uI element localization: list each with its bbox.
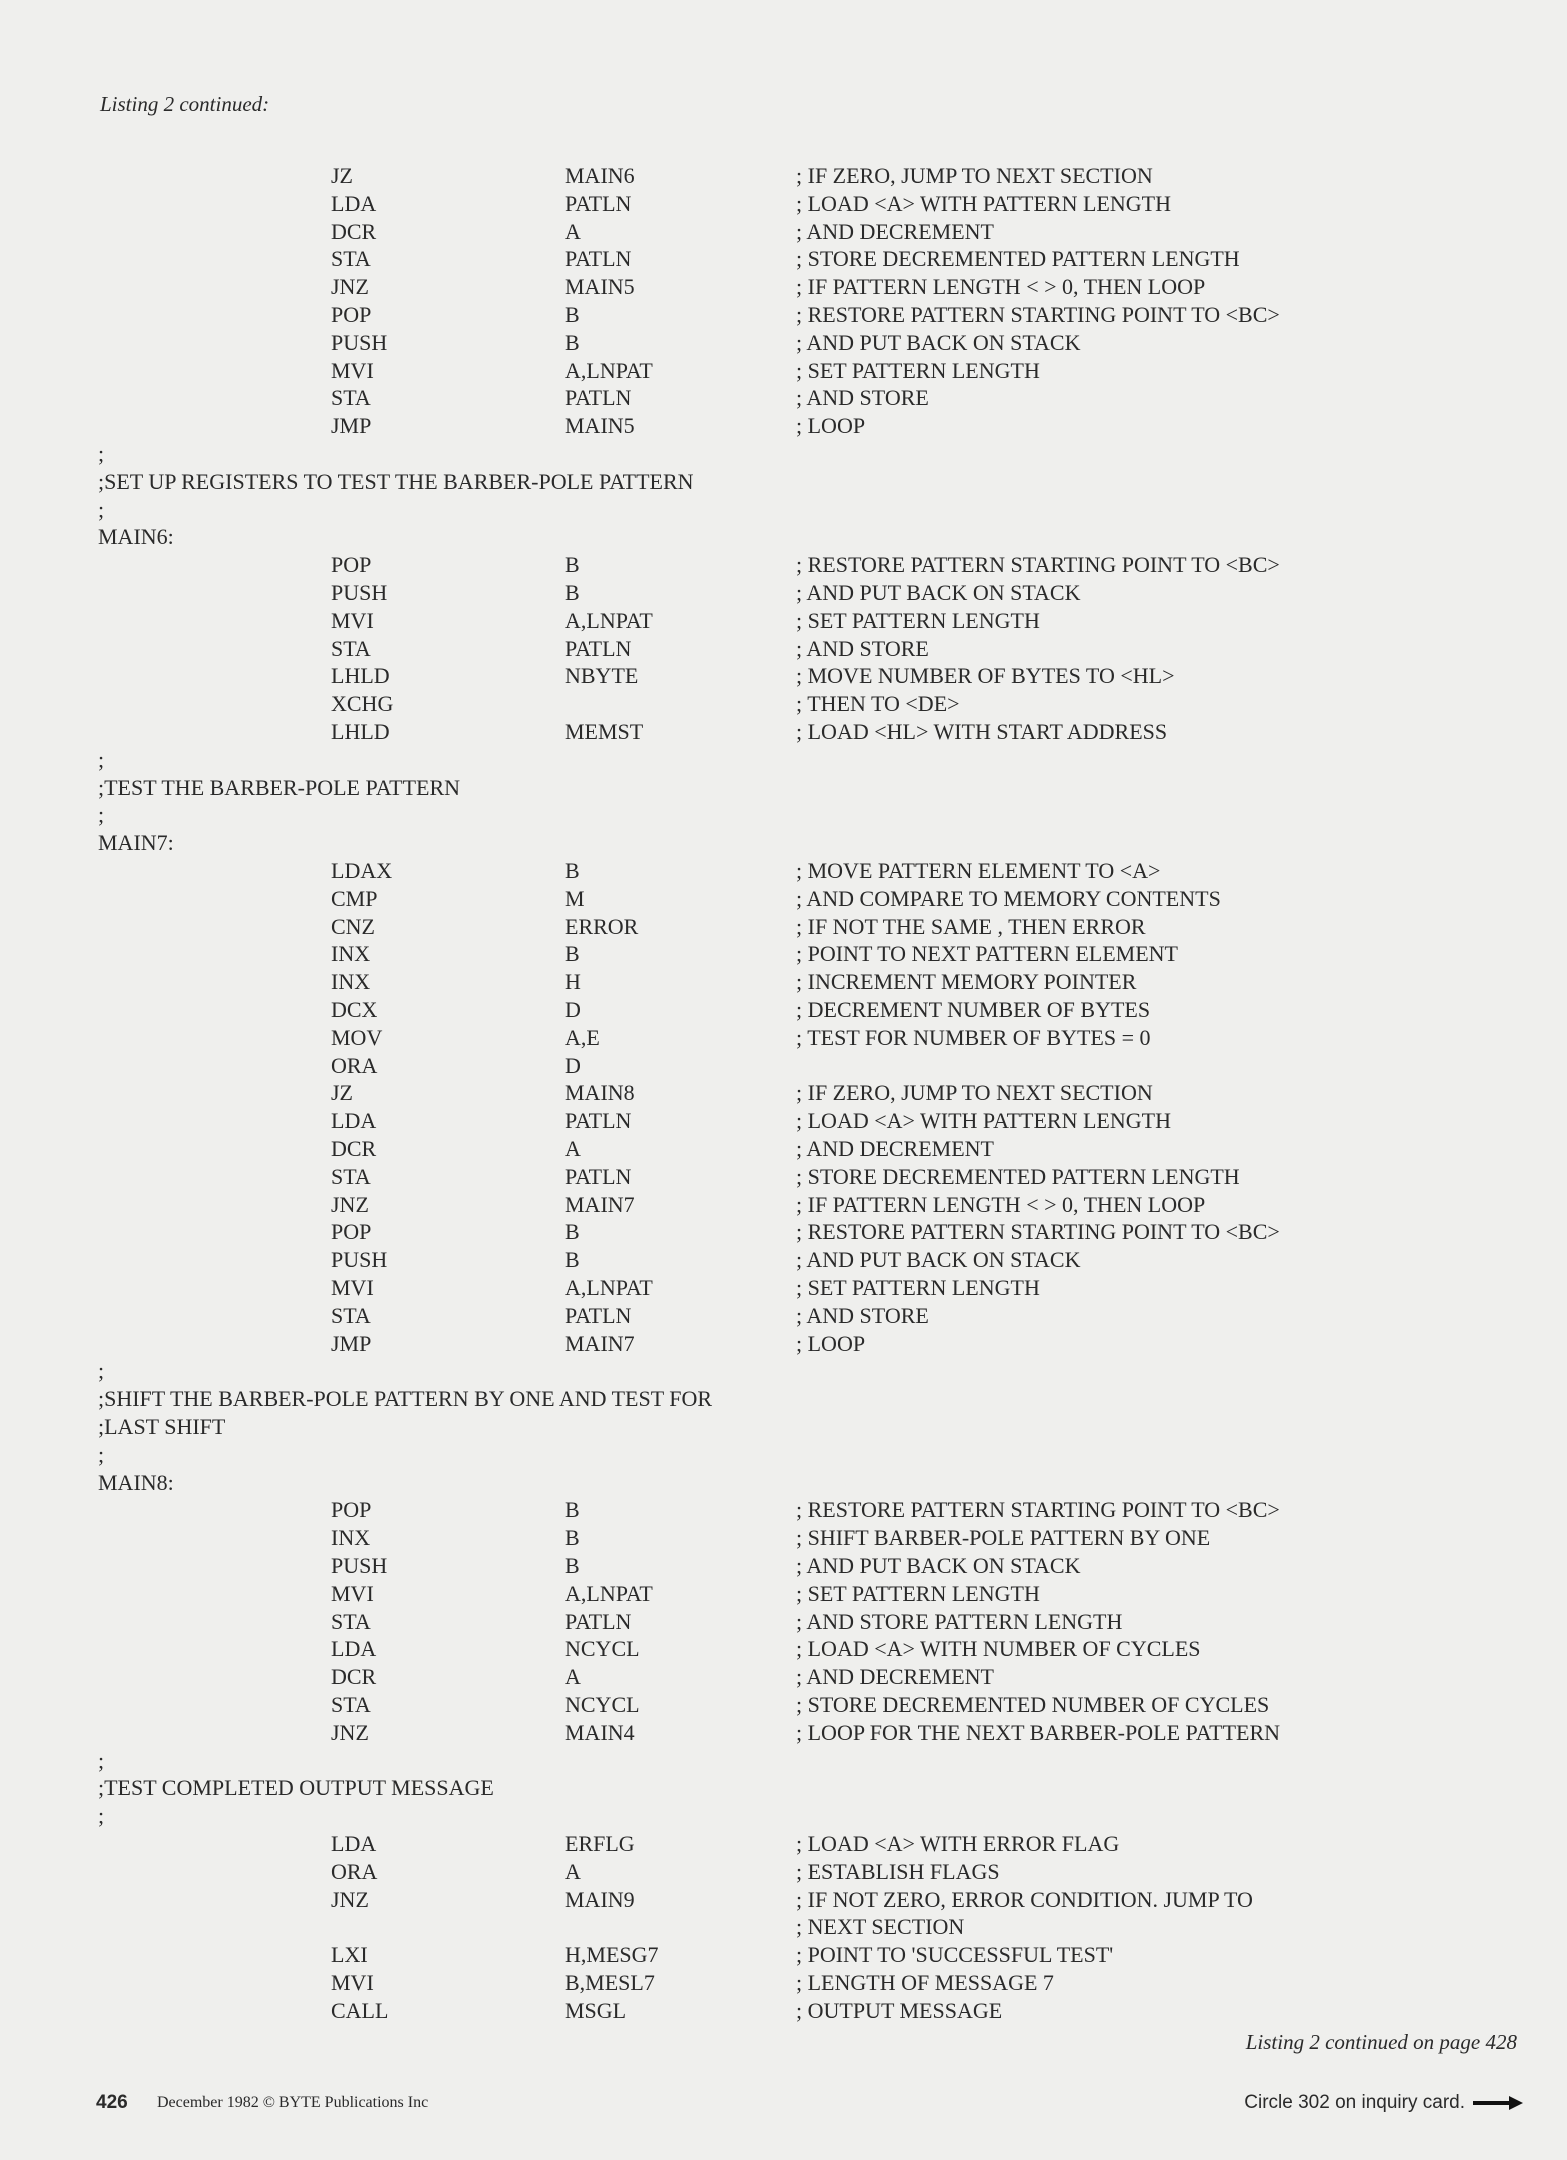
opcode: STA: [331, 246, 371, 272]
operand: NCYCL: [565, 1692, 640, 1717]
code-line: [0, 635, 1567, 663]
code-line: [0, 1858, 1567, 1886]
operand: B: [565, 580, 580, 605]
operand: B: [565, 1247, 580, 1273]
code-comment: ; SET PATTERN LENGTH: [796, 1580, 1040, 1606]
code-comment: ; STORE DECREMENTED PATTERN LENGTH: [796, 246, 1240, 272]
opcode: DCR: [331, 1136, 377, 1161]
code-comment: ; IF PATTERN LENGTH < > 0, THEN LOOP: [796, 274, 1206, 300]
code-line: [0, 1608, 1567, 1636]
opcode: CMP: [331, 885, 378, 911]
code-line: [0, 1135, 1567, 1163]
comment-line: ;: [98, 1747, 105, 1773]
opcode: MVI: [331, 607, 374, 633]
code-comment: ; OUTPUT MESSAGE: [796, 1997, 1003, 2023]
code-comment: ; AND PUT BACK ON STACK: [796, 1247, 1081, 1273]
operand: ERROR: [565, 913, 639, 939]
opcode: LXI: [331, 1942, 368, 1968]
opcode: STA: [331, 1608, 371, 1634]
code-line: [0, 1886, 1567, 1914]
listing-header: Listing 2 continued:: [100, 92, 270, 116]
code-line: [0, 1969, 1567, 1997]
code-comment: ; IF ZERO, JUMP TO NEXT SECTION: [796, 1080, 1153, 1106]
code-line: [0, 1941, 1567, 1969]
code-line: [0, 218, 1567, 246]
code-comment: ; SET PATTERN LENGTH: [796, 607, 1040, 633]
code-line: [0, 1913, 1567, 1941]
code-line: [0, 1524, 1567, 1552]
opcode: JNZ: [331, 1886, 369, 1912]
opcode: JNZ: [331, 274, 369, 300]
code-line: [0, 1691, 1567, 1719]
opcode: PUSH: [331, 580, 388, 605]
operand: MEMST: [565, 719, 644, 744]
code-line: [0, 1218, 1567, 1246]
code-comment: ; AND STORE PATTERN LENGTH: [796, 1608, 1123, 1634]
code-comment: ; LOAD <A> WITH PATTERN LENGTH: [796, 1108, 1171, 1134]
comment-line: ;TEST COMPLETED OUTPUT MESSAGE: [98, 1775, 494, 1801]
comment-line: ;: [98, 746, 105, 772]
code-line: [0, 1246, 1567, 1274]
operand: H: [565, 969, 581, 995]
comment-line: ;: [98, 1358, 105, 1384]
inquiry-text: Circle 302 on inquiry card.: [1244, 2092, 1465, 2113]
operand: MAIN8: [565, 1080, 635, 1106]
code-line: [0, 1413, 1567, 1441]
code-comment: ; AND DECREMENT: [796, 1664, 994, 1690]
code-comment: ; STORE DECREMENTED NUMBER OF CYCLES: [796, 1692, 1270, 1717]
operand: A,LNPAT: [565, 357, 653, 383]
opcode: LDA: [331, 1108, 377, 1134]
code-comment: ; AND STORE: [796, 635, 929, 661]
operand: PATLN: [565, 1608, 632, 1634]
code-line: [0, 690, 1567, 718]
opcode: STA: [331, 1302, 371, 1328]
code-comment: ; IF ZERO, JUMP TO NEXT SECTION: [796, 163, 1153, 188]
operand: H,MESG7: [565, 1942, 659, 1968]
operand: MAIN9: [565, 1886, 635, 1912]
code-line: [0, 1802, 1567, 1830]
code-comment: ; IF NOT ZERO, ERROR CONDITION. JUMP TO: [796, 1886, 1253, 1912]
operand: A: [565, 1858, 581, 1884]
comment-line: ;SHIFT THE BARBER-POLE PATTERN BY ONE AND TEST FOR: [98, 1386, 713, 1412]
code-comment: ; LOAD <HL> WITH START ADDRESS: [796, 719, 1168, 744]
operand: MSGL: [565, 1997, 627, 2023]
comment-line: ;: [98, 802, 105, 828]
code-comment: ; MOVE PATTERN ELEMENT TO <A>: [796, 858, 1161, 883]
opcode: JMP: [331, 1330, 372, 1356]
code-line: [0, 496, 1567, 524]
code-line: [0, 1496, 1567, 1524]
operand: A: [565, 1664, 581, 1690]
code-line: [0, 940, 1567, 968]
operand: PATLN: [565, 1302, 632, 1328]
opcode: STA: [331, 635, 371, 661]
opcode: CALL: [331, 1997, 389, 2023]
code-line: [0, 190, 1567, 218]
code-line: [0, 829, 1567, 857]
code-line: [0, 440, 1567, 468]
opcode: JNZ: [331, 1191, 369, 1217]
code-comment: ; RESTORE PATTERN STARTING POINT TO <BC>: [796, 1219, 1280, 1245]
operand: PATLN: [565, 190, 632, 216]
code-comment: ; TEST FOR NUMBER OF BYTES = 0: [796, 1024, 1151, 1050]
code-comment: ; RESTORE PATTERN STARTING POINT TO <BC>: [796, 552, 1280, 578]
code-line: [0, 774, 1567, 802]
code-line: [0, 468, 1567, 496]
code-line: [0, 913, 1567, 941]
code-line: [0, 1997, 1567, 2025]
code-comment: ; LOAD <A> WITH PATTERN LENGTH: [796, 190, 1171, 216]
code-line: [0, 1024, 1567, 1052]
operand: B: [565, 552, 580, 578]
opcode: LHLD: [331, 663, 390, 689]
opcode: PUSH: [331, 329, 388, 355]
opcode: INX: [331, 969, 371, 995]
code-line: [0, 1079, 1567, 1107]
opcode: MVI: [331, 1970, 374, 1995]
code-line: [0, 329, 1567, 357]
code-comment: ; DECREMENT NUMBER OF BYTES: [796, 997, 1151, 1022]
opcode: POP: [331, 1219, 372, 1245]
code-line: [0, 1747, 1567, 1775]
code-comment: ; ESTABLISH FLAGS: [796, 1858, 1000, 1884]
comment-line: ;: [98, 441, 105, 466]
code-comment: ; AND PUT BACK ON STACK: [796, 1553, 1081, 1578]
code-line: [0, 579, 1567, 607]
code-comment: ; IF NOT THE SAME , THEN ERROR: [796, 913, 1146, 939]
code-comment: ; LOAD <A> WITH ERROR FLAG: [796, 1831, 1120, 1856]
opcode: INX: [331, 1525, 371, 1551]
code-line: [0, 1469, 1567, 1497]
opcode: ORA: [331, 1858, 378, 1884]
operand: B: [565, 329, 580, 355]
opcode: STA: [331, 385, 371, 411]
code-line: [0, 1385, 1567, 1413]
opcode: PUSH: [331, 1247, 388, 1273]
opcode: STA: [331, 1692, 371, 1717]
code-comment: ; AND DECREMENT: [796, 218, 994, 244]
opcode: JMP: [331, 413, 372, 439]
publication-credit: December 1982 © BYTE Publications Inc: [157, 2094, 429, 2111]
operand: A,LNPAT: [565, 1580, 653, 1606]
opcode: XCHG: [331, 691, 394, 717]
operand: A: [565, 218, 581, 244]
code-line: [0, 996, 1567, 1024]
code-comment: ; SET PATTERN LENGTH: [796, 1275, 1040, 1300]
opcode: JZ: [331, 163, 353, 188]
opcode: PUSH: [331, 1553, 388, 1578]
code-line: [0, 1052, 1567, 1080]
comment-line: ;: [98, 1441, 105, 1467]
code-line: [0, 1830, 1567, 1858]
opcode: STA: [331, 1163, 371, 1189]
code-comment: ; THEN TO <DE>: [796, 691, 960, 717]
code-line: [0, 801, 1567, 829]
opcode: JNZ: [331, 1719, 369, 1745]
operand: PATLN: [565, 1108, 632, 1134]
opcode: POP: [331, 302, 372, 327]
operand: D: [565, 1052, 581, 1078]
operand: MAIN6: [565, 163, 635, 188]
code-line: [0, 1663, 1567, 1691]
code-line: [0, 1552, 1567, 1580]
operand: MAIN4: [565, 1719, 635, 1745]
opcode: DCR: [331, 218, 377, 244]
operand: MAIN7: [565, 1191, 635, 1217]
code-comment: ; MOVE NUMBER OF BYTES TO <HL>: [796, 663, 1175, 689]
comment-line: ;LAST SHIFT: [98, 1414, 226, 1439]
code-comment: ; POINT TO 'SUCCESSFUL TEST': [796, 1942, 1114, 1968]
code-comment: ; POINT TO NEXT PATTERN ELEMENT: [796, 941, 1178, 967]
code-comment: ; AND PUT BACK ON STACK: [796, 329, 1081, 355]
opcode: CNZ: [331, 913, 375, 939]
code-comment: ; AND STORE: [796, 1302, 929, 1328]
code-label: MAIN6:: [98, 524, 174, 550]
opcode: ORA: [331, 1052, 378, 1078]
code-line: [0, 1441, 1567, 1469]
code-comment: ; SET PATTERN LENGTH: [796, 357, 1040, 383]
operand: B: [565, 1219, 580, 1245]
comment-line: ;TEST THE BARBER-POLE PATTERN: [98, 774, 461, 800]
operand: B: [565, 858, 580, 883]
operand: PATLN: [565, 385, 632, 411]
opcode: MVI: [331, 1275, 374, 1300]
code-line: [0, 1580, 1567, 1608]
arrow-right-icon: [1473, 2096, 1523, 2110]
code-line: [0, 523, 1567, 551]
code-comment: ; LOAD <A> WITH NUMBER OF CYCLES: [796, 1636, 1201, 1662]
opcode: LDA: [331, 190, 377, 216]
opcode: POP: [331, 1497, 372, 1523]
code-line: [0, 857, 1567, 885]
code-line: [0, 1357, 1567, 1385]
operand: B: [565, 302, 580, 327]
operand: ERFLG: [565, 1831, 635, 1856]
code-line: [0, 968, 1567, 996]
opcode: POP: [331, 552, 372, 578]
continuation-note: Listing 2 continued on page 428: [1245, 2030, 1517, 2054]
operand: B: [565, 1497, 580, 1523]
code-line: [0, 1274, 1567, 1302]
opcode: MVI: [331, 1580, 374, 1606]
opcode: DCX: [331, 997, 378, 1022]
operand: MAIN5: [565, 413, 635, 439]
operand: PATLN: [565, 1163, 632, 1189]
operand: PATLN: [565, 635, 632, 661]
code-comment: ; SHIFT BARBER-POLE PATTERN BY ONE: [796, 1525, 1211, 1551]
code-line: [0, 384, 1567, 412]
code-line: [0, 662, 1567, 690]
opcode: MOV: [331, 1024, 383, 1050]
code-label: MAIN8:: [98, 1469, 174, 1495]
code-line: [0, 1330, 1567, 1358]
code-line: [0, 1191, 1567, 1219]
operand: B,MESL7: [565, 1970, 655, 1995]
opcode: JZ: [331, 1080, 353, 1106]
code-comment: ; AND COMPARE TO MEMORY CONTENTS: [796, 885, 1221, 911]
code-comment: ; STORE DECREMENTED PATTERN LENGTH: [796, 1163, 1240, 1189]
comment-line: ;: [98, 496, 105, 522]
operand: D: [565, 997, 581, 1022]
operand: NCYCL: [565, 1636, 640, 1662]
code-label: MAIN7:: [98, 830, 174, 856]
code-comment: ; INCREMENT MEMORY POINTER: [796, 969, 1137, 995]
code-line: [0, 273, 1567, 301]
code-comment: ; IF PATTERN LENGTH < > 0, THEN LOOP: [796, 1191, 1206, 1217]
opcode: DCR: [331, 1664, 377, 1690]
code-line: [0, 1774, 1567, 1802]
code-line: [0, 162, 1567, 190]
code-line: [0, 1635, 1567, 1663]
operand: B: [565, 1525, 580, 1551]
code-line: [0, 885, 1567, 913]
comment-line: ;SET UP REGISTERS TO TEST THE BARBER-POLE PATTERN: [98, 468, 694, 494]
opcode: MVI: [331, 357, 374, 383]
code-comment: ; LOOP: [796, 1330, 866, 1356]
operand: A,LNPAT: [565, 1275, 653, 1300]
opcode: LDA: [331, 1831, 377, 1856]
operand: A: [565, 1136, 581, 1161]
operand: M: [565, 885, 585, 911]
code-comment: ; AND PUT BACK ON STACK: [796, 580, 1081, 605]
code-line: [0, 1107, 1567, 1135]
opcode: INX: [331, 941, 371, 967]
comment-line: ;: [98, 1803, 105, 1829]
code-line: [0, 551, 1567, 579]
code-line: [0, 1302, 1567, 1330]
opcode: LHLD: [331, 719, 390, 744]
code-line: [0, 301, 1567, 329]
code-line: [0, 357, 1567, 385]
operand: A,LNPAT: [565, 607, 653, 633]
code-line: [0, 718, 1567, 746]
code-line: [0, 1163, 1567, 1191]
code-comment: ; LENGTH OF MESSAGE 7: [796, 1970, 1054, 1995]
page-footer: [0, 2092, 1567, 2122]
code-comment: ; NEXT SECTION: [796, 1914, 965, 1940]
code-comment: ; AND STORE: [796, 385, 929, 411]
opcode: LDA: [331, 1636, 377, 1662]
operand: A,E: [565, 1024, 600, 1050]
operand: B: [565, 941, 580, 967]
operand: NBYTE: [565, 663, 639, 689]
code-line: [0, 1719, 1567, 1747]
operand: PATLN: [565, 246, 632, 272]
code-line: [0, 412, 1567, 440]
code-line: [0, 607, 1567, 635]
code-line: [0, 746, 1567, 774]
opcode: LDAX: [331, 858, 393, 883]
operand: B: [565, 1553, 580, 1578]
code-comment: ; LOOP: [796, 413, 866, 439]
page-number: 426: [96, 2092, 128, 2113]
code-comment: ; AND DECREMENT: [796, 1136, 994, 1161]
code-comment: ; RESTORE PATTERN STARTING POINT TO <BC>: [796, 302, 1280, 327]
code-comment: ; RESTORE PATTERN STARTING POINT TO <BC>: [796, 1497, 1280, 1523]
operand: MAIN7: [565, 1330, 635, 1356]
inquiry-note: [1244, 2092, 1523, 2114]
code-line: [0, 245, 1567, 273]
code-comment: ; LOOP FOR THE NEXT BARBER-POLE PATTERN: [796, 1719, 1281, 1745]
operand: MAIN5: [565, 274, 635, 300]
